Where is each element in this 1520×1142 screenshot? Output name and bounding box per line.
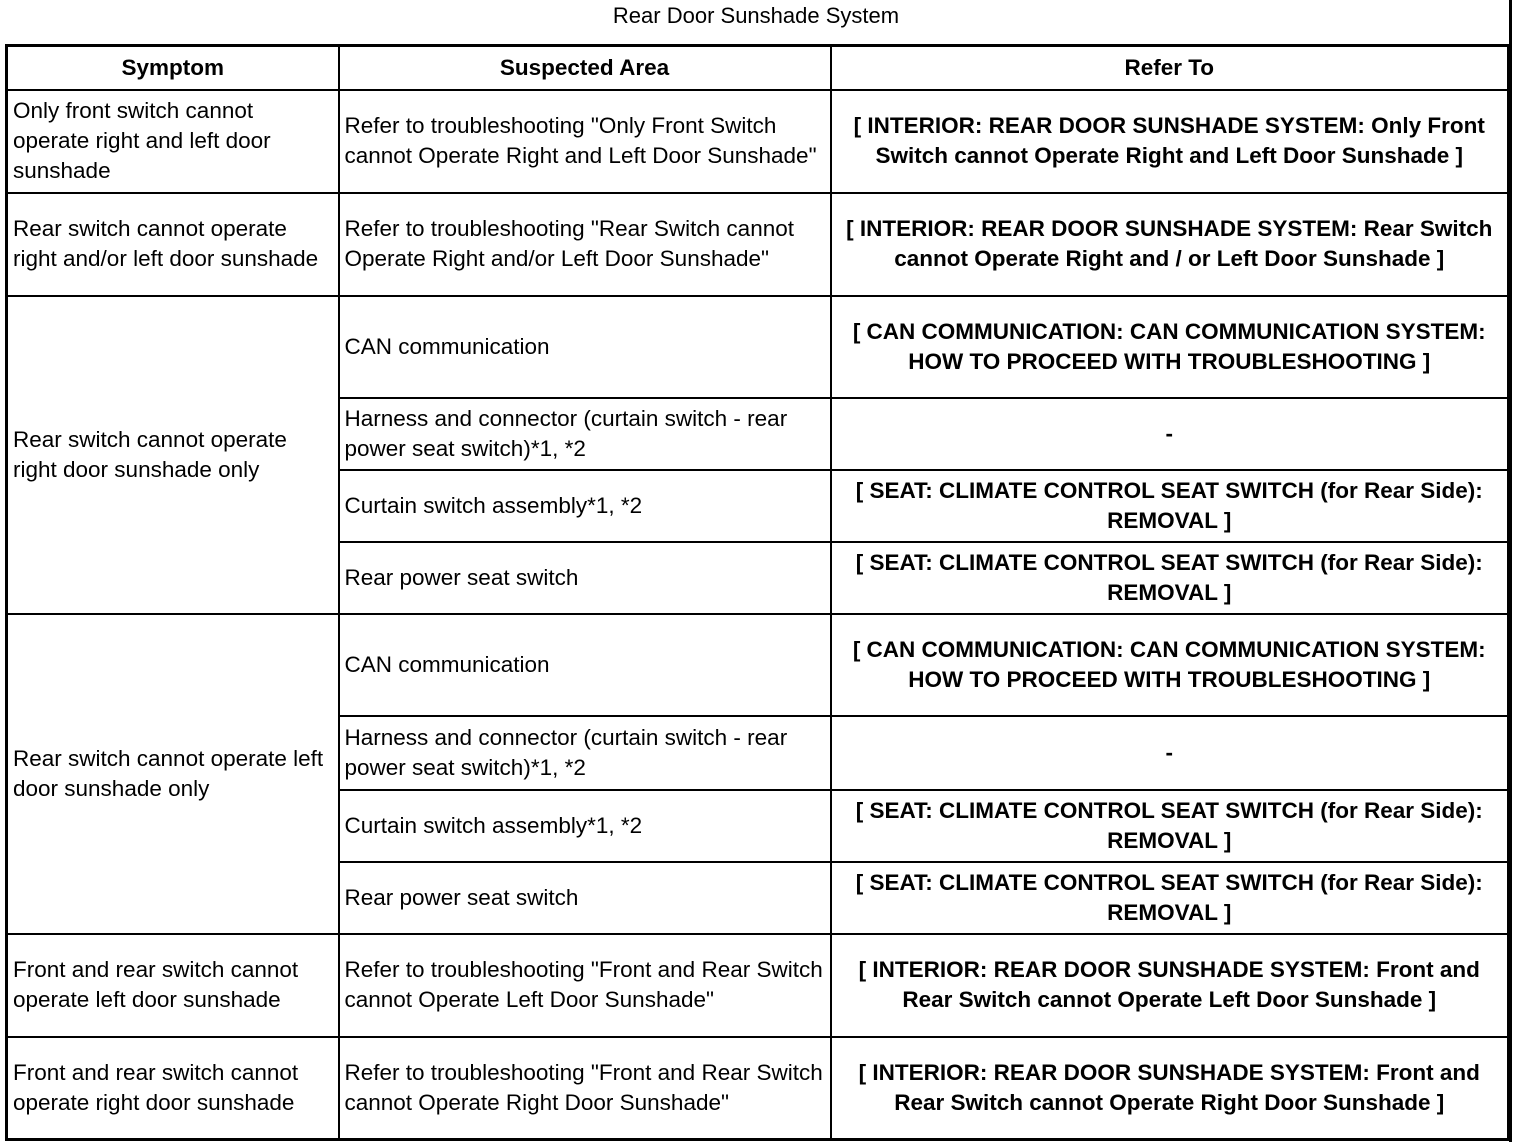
refer-to-link[interactable]: [ CAN COMMUNICATION: CAN COMMUNICATION SYSTEM: HOW TO PROCEED WITH TROUBLESHOOTING ] [831, 614, 1509, 716]
header-symptom: Symptom [7, 46, 339, 90]
symptom-cell: Only front switch cannot operate right and left door sunshade [7, 90, 339, 193]
suspected-area-cell: Refer to troubleshooting "Rear Switch cannot Operate Right and/or Left Door Sunshade" [339, 193, 831, 296]
symptom-cell: Rear switch cannot operate left door sunshade only [7, 614, 339, 934]
refer-to-link[interactable]: [ INTERIOR: REAR DOOR SUNSHADE SYSTEM: Front and Rear Switch cannot Operate Left Door Sunshade ] [831, 934, 1509, 1037]
suspected-area-cell: Refer to troubleshooting "Front and Rear Switch cannot Operate Left Door Sunshade" [339, 934, 831, 1037]
troubleshooting-table [5, 44, 1510, 1141]
header-refer-to: Refer To [831, 46, 1509, 90]
table-row [7, 934, 1509, 1037]
refer-to-link[interactable]: [ INTERIOR: REAR DOOR SUNSHADE SYSTEM: Rear Switch cannot Operate Right and / or Left Door Sunshade ] [831, 193, 1509, 296]
refer-to-link[interactable]: [ SEAT: CLIMATE CONTROL SEAT SWITCH (for Rear Side): REMOVAL ] [831, 862, 1509, 934]
refer-to-link[interactable]: [ SEAT: CLIMATE CONTROL SEAT SWITCH (for Rear Side): REMOVAL ] [831, 470, 1509, 542]
symptom-cell: Rear switch cannot operate right door sunshade only [7, 296, 339, 614]
suspected-area-cell: Rear power seat switch [339, 862, 831, 934]
table-row [7, 90, 1509, 193]
page-title: Rear Door Sunshade System [612, 3, 900, 28]
suspected-area-cell: Harness and connector (curtain switch - rear power seat switch)*1, *2 [339, 716, 831, 790]
symptom-cell: Front and rear switch cannot operate left door sunshade [7, 934, 339, 1037]
table-row [7, 193, 1509, 296]
refer-to-link[interactable]: [ INTERIOR: REAR DOOR SUNSHADE SYSTEM: Only Front Switch cannot Operate Right and Left Door Sunshade ] [831, 90, 1509, 193]
table-row [7, 614, 1509, 716]
refer-to-cell: - [831, 398, 1509, 470]
suspected-area-cell: Curtain switch assembly*1, *2 [339, 470, 831, 542]
table-row [7, 296, 1509, 398]
refer-to-cell: - [831, 716, 1509, 790]
suspected-area-cell: CAN communication [339, 614, 831, 716]
refer-to-link[interactable]: [ INTERIOR: REAR DOOR SUNSHADE SYSTEM: Front and Rear Switch cannot Operate Right Door Sunshade ] [831, 1037, 1509, 1140]
header-row [7, 46, 1509, 90]
symptom-cell: Front and rear switch cannot operate right door sunshade [7, 1037, 339, 1140]
suspected-area-cell: CAN communication [339, 296, 831, 398]
refer-to-link[interactable]: [ SEAT: CLIMATE CONTROL SEAT SWITCH (for Rear Side): REMOVAL ] [831, 790, 1509, 862]
suspected-area-cell: Rear power seat switch [339, 542, 831, 614]
header-suspected-area: Suspected Area [339, 46, 831, 90]
suspected-area-cell: Refer to troubleshooting "Front and Rear Switch cannot Operate Right Door Sunshade" [339, 1037, 831, 1140]
suspected-area-cell: Harness and connector (curtain switch - rear power seat switch)*1, *2 [339, 398, 831, 470]
suspected-area-cell: Curtain switch assembly*1, *2 [339, 790, 831, 862]
refer-to-link[interactable]: [ CAN COMMUNICATION: CAN COMMUNICATION SYSTEM: HOW TO PROCEED WITH TROUBLESHOOTING ] [831, 296, 1509, 398]
suspected-area-cell: Refer to troubleshooting "Only Front Switch cannot Operate Right and Left Door Sunshade" [339, 90, 831, 193]
refer-to-link[interactable]: [ SEAT: CLIMATE CONTROL SEAT SWITCH (for Rear Side): REMOVAL ] [831, 542, 1509, 614]
table-row [7, 1037, 1509, 1140]
symptom-cell: Rear switch cannot operate right and/or left door sunshade [7, 193, 339, 296]
